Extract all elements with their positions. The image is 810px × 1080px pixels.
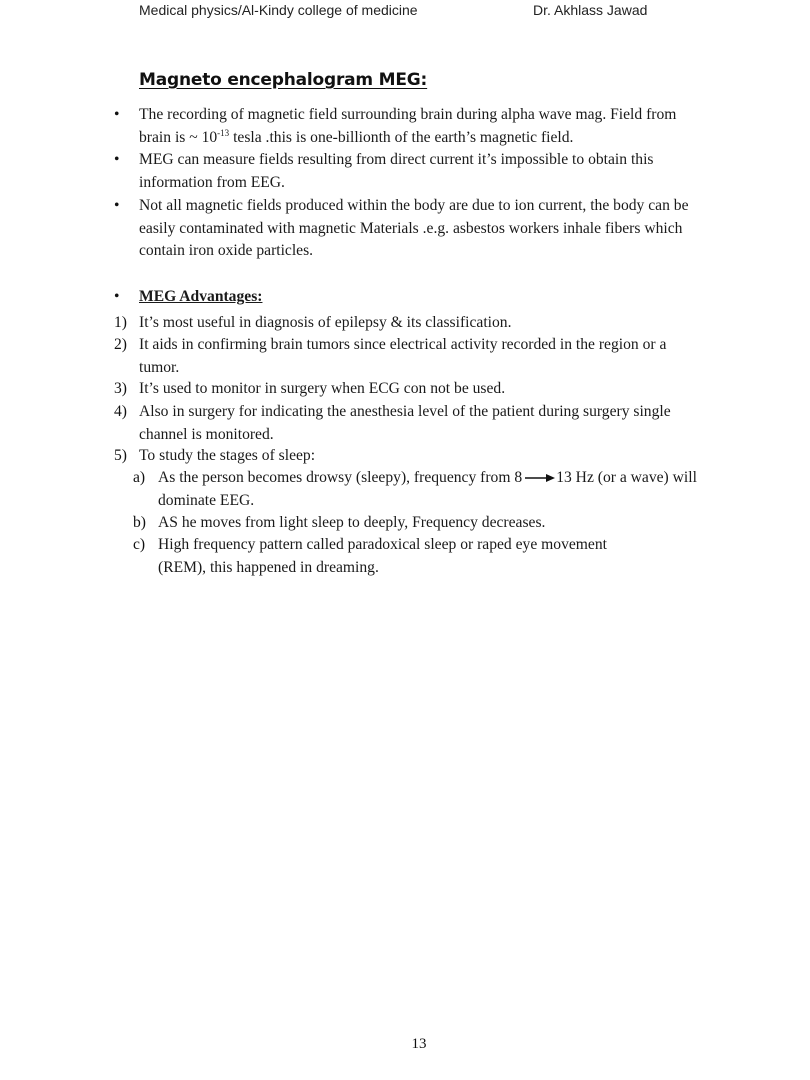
- bullet-icon: •: [114, 106, 120, 123]
- bullet-icon: •: [114, 151, 120, 168]
- sublist-item: AS he moves from light sleep to deeply, Frequency decreases.: [158, 514, 546, 531]
- sublist-letter: b): [133, 514, 146, 531]
- header-course: Medical physics/Al-Kindy college of medicine: [139, 2, 418, 18]
- list-number: 1): [114, 314, 127, 331]
- bullet-paragraph: Not all magnetic fields produced within the body are due to ion current, the body can be easily contaminated with magnetic Materials .e.g. asbestos workers inhale fibers which contain iron oxide particles.: [139, 197, 689, 259]
- sublist-letter: a): [133, 469, 146, 486]
- bullet-icon: •: [114, 197, 120, 214]
- sublist-letter: c): [133, 536, 146, 553]
- page-number: 13: [411, 1036, 427, 1052]
- list-item: It’s used to monitor in surgery when ECG con not be used.: [139, 380, 506, 397]
- list-number: 4): [114, 403, 127, 420]
- bullet-icon: •: [114, 288, 120, 305]
- page-title: Magneto encephalogram MEG:: [139, 70, 428, 90]
- advantages-heading: MEG Advantages:: [139, 288, 263, 305]
- list-number: 3): [114, 380, 127, 397]
- list-item: It aids in confirming brain tumors since electrical activity recorded in the region or a tumor.: [139, 336, 667, 376]
- list-number: 2): [114, 336, 127, 353]
- header-author: Dr. Akhlass Jawad: [533, 2, 648, 18]
- sublist-item: High frequency pattern called paradoxical sleep or raped eye movement (REM), this happened in dreaming.: [158, 536, 607, 576]
- sublist-item: As the person becomes drowsy (sleepy), frequency from 8 13 Hz (or a wave) will dominate EEG.: [158, 469, 697, 509]
- list-number: 5): [114, 447, 127, 464]
- bullet-paragraph: The recording of magnetic field surrounding brain during alpha wave mag. Field from brain is ~ $10^{-13}$ tesla .this is one-billionth of the earth’s magnetic field.: [139, 106, 677, 146]
- list-item: To study the stages of sleep:: [139, 447, 316, 464]
- list-item: Also in surgery for indicating the anesthesia level of the patient during surgery single channel is monitored.: [139, 403, 671, 443]
- bullet-paragraph: MEG can measure fields resulting from direct current it’s impossible to obtain this information from EEG.: [139, 151, 654, 191]
- list-item: It’s most useful in diagnosis of epilepsy & its classification.: [139, 314, 512, 331]
- right-arrow-icon: [525, 473, 555, 483]
